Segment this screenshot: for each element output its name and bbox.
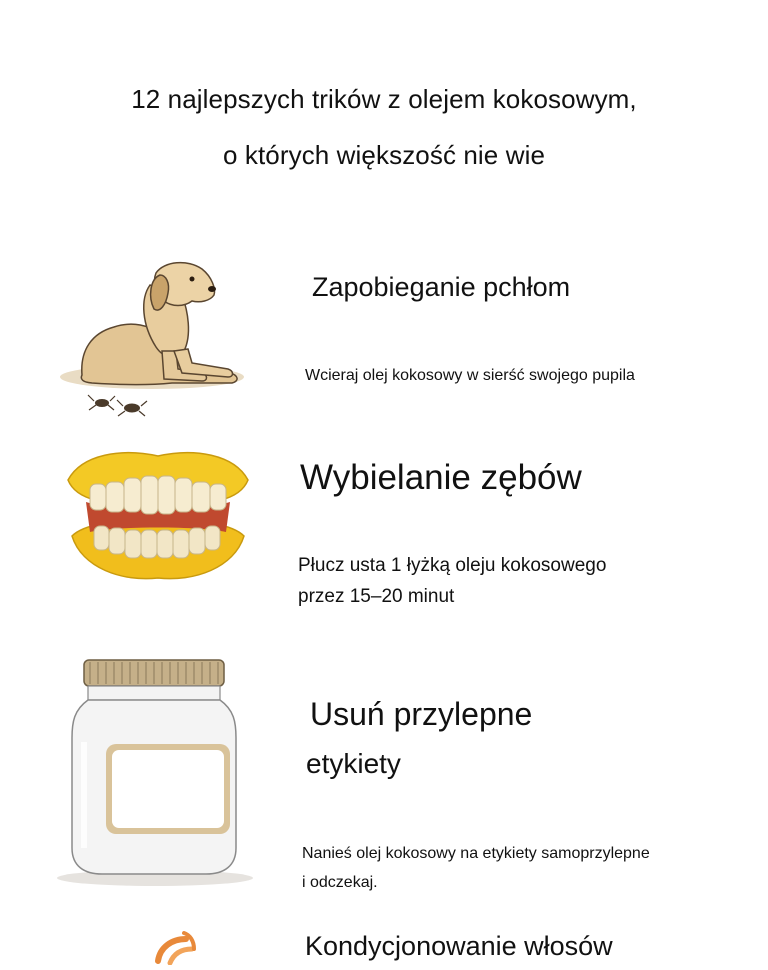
item-description-teeth-whitening-line-2: przez 15–20 minut — [298, 586, 455, 607]
page-title-line-1: 12 najlepszych trików z olejem kokosowym, — [131, 84, 637, 114]
item-description-remove-labels-line-2: i odczekaj. — [302, 874, 378, 891]
teeth-icon — [62, 440, 254, 600]
item-description-flea-prevention: Wcieraj olej kokosowy w sierść swojego pupila — [305, 367, 635, 384]
dog-icon — [52, 255, 252, 425]
hair-icon — [150, 925, 210, 965]
item-heading-flea-prevention: Zapobieganie pchłom — [312, 272, 571, 302]
page-title-line-2: o których większość nie wie — [222, 140, 546, 170]
item-description-teeth-whitening-line-1: Płucz usta 1 łyżką oleju kokosowego — [298, 555, 607, 576]
jar-icon — [50, 652, 260, 892]
item-heading-remove-labels-line-2: etykiety — [306, 748, 401, 779]
item-heading-remove-labels-line-1: Usuń przylepne — [310, 696, 533, 732]
item-heading-hair-conditioning: Kondycjonowanie włosów — [305, 931, 613, 961]
item-heading-teeth-whitening: Wybielanie zębów — [300, 458, 582, 497]
item-description-remove-labels-line-1: Nanieś olej kokosowy na etykiety samoprzylepne — [302, 845, 650, 862]
